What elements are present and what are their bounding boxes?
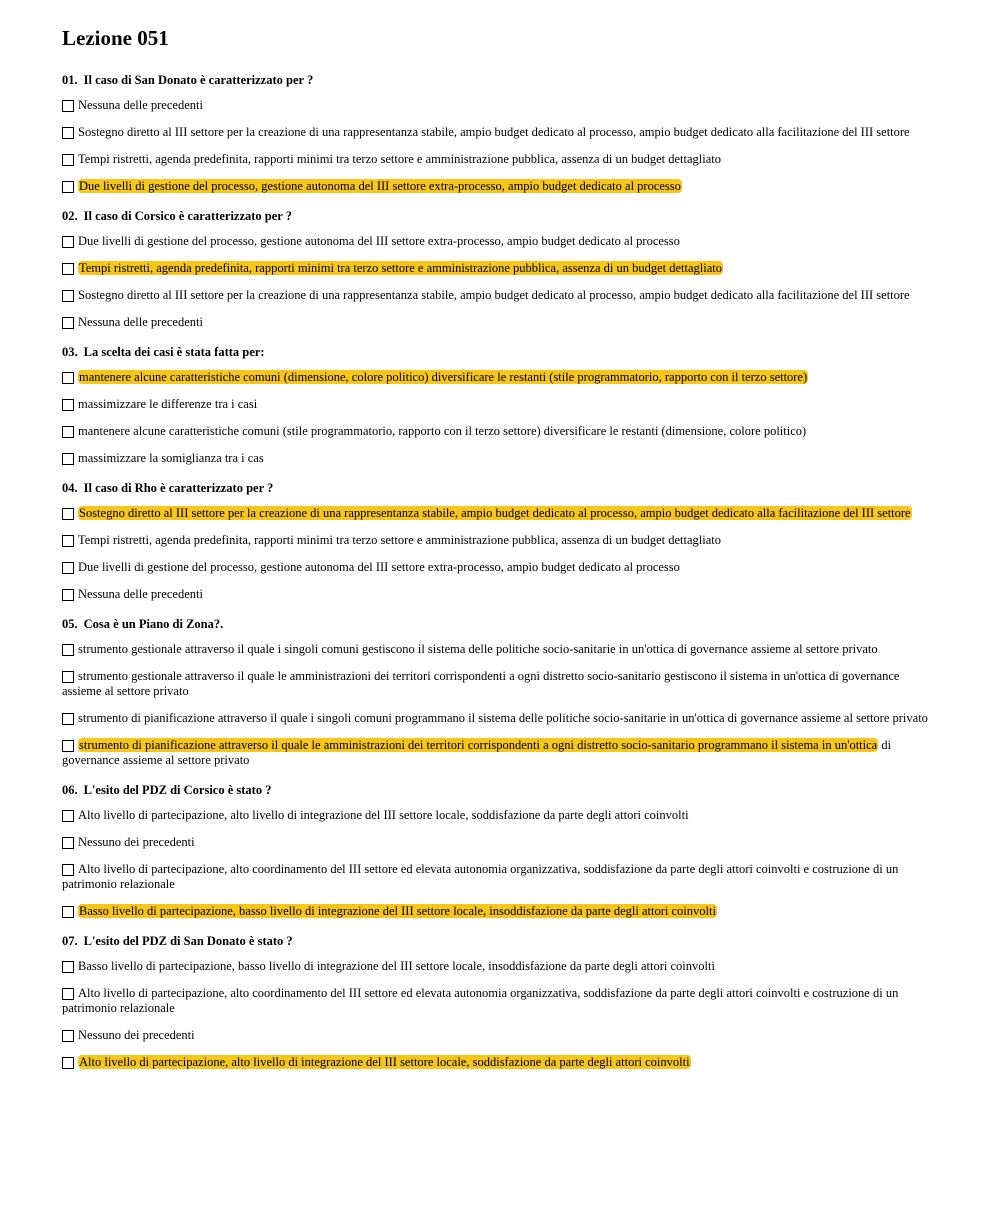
checkbox[interactable] — [62, 181, 74, 193]
answer-option[interactable] — [62, 424, 942, 439]
answer-option[interactable] — [62, 315, 942, 330]
checkbox[interactable] — [62, 713, 74, 725]
question-title — [62, 616, 1000, 632]
checkbox[interactable] — [62, 589, 74, 601]
question-text: L'esito del PDZ di Corsico è stato ? — [83, 783, 272, 797]
answer-option[interactable] — [62, 669, 942, 699]
answer-text: Sostegno diretto al III settore per la creazione di una rappresentanza stabile, ampio budget dedicato al processo, ampio budget dedicato alla facilitazione del III settore — [78, 288, 910, 302]
page-title: Lezione 051 — [62, 26, 169, 50]
answer-option[interactable] — [62, 234, 942, 249]
checkbox[interactable] — [62, 562, 74, 574]
answer-option[interactable] — [62, 370, 942, 385]
answer-option[interactable] — [62, 152, 942, 167]
answer-option[interactable] — [62, 1055, 942, 1070]
question-3 — [62, 344, 1000, 466]
checkbox[interactable] — [62, 127, 74, 139]
checkbox[interactable] — [62, 290, 74, 302]
question-title — [62, 208, 1000, 224]
question-2 — [62, 208, 1000, 330]
checkbox[interactable] — [62, 961, 74, 973]
checkbox[interactable] — [62, 864, 74, 876]
answer-option[interactable] — [62, 506, 942, 521]
checkbox[interactable] — [62, 372, 74, 384]
answer-text-highlighted: mantenere alcune caratteristiche comuni (dimensione, colore politico) diversificare le restanti (stile programmatorio, rapporto con il terzo settore) — [79, 370, 808, 384]
checkbox[interactable] — [62, 740, 74, 752]
answer-text: Nessuna delle precedenti — [78, 315, 203, 329]
checkbox[interactable] — [62, 837, 74, 849]
checkbox[interactable] — [62, 644, 74, 656]
question-1 — [62, 72, 1000, 194]
answer-text-highlighted: Tempi ristretti, agenda predefinita, rapporti minimi tra terzo settore e amministrazione pubblica, assenza di un budget dettagliato — [79, 261, 723, 275]
answer-option[interactable] — [62, 179, 942, 194]
answer-option[interactable] — [62, 587, 942, 602]
answer-text: Due livelli di gestione del processo, gestione autonoma del III settore extra-processo, ampio budget dedicato al processo — [78, 234, 680, 248]
answer-text-highlighted: Alto livello di partecipazione, alto livello di integrazione del III settore locale, soddisfazione da parte degli attori coinvolti — [79, 1055, 690, 1069]
question-4 — [62, 480, 1000, 602]
answer-option[interactable] — [62, 711, 942, 726]
answer-option[interactable] — [62, 397, 942, 412]
answer-text: Tempi ristretti, agenda predefinita, rapporti minimi tra terzo settore e amministrazione pubblica, assenza di un budget dettagliato — [78, 152, 722, 166]
answer-option[interactable] — [62, 808, 942, 823]
answer-text-highlighted: Due livelli di gestione del processo, gestione autonoma del III settore extra-processo, ampio budget dedicato al processo — [79, 179, 681, 193]
answer-text: massimizzare la somiglianza tra i cas — [78, 451, 264, 465]
question-list — [62, 72, 1000, 1070]
question-6 — [62, 782, 1000, 919]
checkbox[interactable] — [62, 1057, 74, 1069]
question-number: 01. — [62, 73, 78, 87]
answer-option[interactable] — [62, 835, 942, 850]
answer-option[interactable] — [62, 98, 942, 113]
answer-text-highlighted: Basso livello di partecipazione, basso livello di integrazione del III settore locale, insoddisfazione da parte degli attori coinvolti — [79, 904, 716, 918]
checkbox[interactable] — [62, 317, 74, 329]
answer-text: strumento gestionale attraverso il quale i singoli comuni gestiscono il sistema delle politiche socio-sanitarie in un'ottica di governance assieme al settore privato — [78, 642, 878, 656]
answer-text: Alto livello di partecipazione, alto coordinamento del III settore ed elevata autonomia organizzativa, soddisfazione da parte degli attori coinvolti e costruzione di un patrimonio relazionale — [62, 986, 899, 1015]
answer-text: Alto livello di partecipazione, alto coordinamento del III settore ed elevata autonomia organizzativa, soddisfazione da parte degli attori coinvolti e costruzione di un patrimonio relazionale — [62, 862, 899, 891]
answer-text: Nessuna delle precedenti — [78, 587, 203, 601]
question-7 — [62, 933, 1000, 1070]
checkbox[interactable] — [62, 988, 74, 1000]
answer-text-tail: di governance assieme al settore privato — [62, 738, 892, 767]
answer-text: Nessuno dei precedenti — [78, 835, 195, 849]
checkbox[interactable] — [62, 100, 74, 112]
checkbox[interactable] — [62, 1030, 74, 1042]
checkbox[interactable] — [62, 906, 74, 918]
answer-option[interactable] — [62, 904, 942, 919]
question-number: 05. — [62, 617, 78, 631]
answer-option[interactable] — [62, 1028, 942, 1043]
checkbox[interactable] — [62, 671, 74, 683]
question-text: L'esito del PDZ di San Donato è stato ? — [83, 934, 293, 948]
answer-option[interactable] — [62, 642, 942, 657]
question-number: 02. — [62, 209, 78, 223]
question-number: 03. — [62, 345, 78, 359]
checkbox[interactable] — [62, 508, 74, 520]
question-text: La scelta dei casi è stata fatta per: — [83, 345, 265, 359]
answer-text: Due livelli di gestione del processo, gestione autonoma del III settore extra-processo, ampio budget dedicato al processo — [78, 560, 680, 574]
checkbox[interactable] — [62, 236, 74, 248]
answer-text: Alto livello di partecipazione, alto livello di integrazione del III settore locale, soddisfazione da parte degli attori coinvolti — [78, 808, 689, 822]
answer-option[interactable] — [62, 986, 942, 1016]
answer-option[interactable] — [62, 288, 942, 303]
answer-text: mantenere alcune caratteristiche comuni (stile programmatorio, rapporto con il terzo settore) diversificare le restanti (dimensione, colore politico) — [78, 424, 807, 438]
question-text: Il caso di San Donato è caratterizzato per ? — [83, 73, 314, 87]
checkbox[interactable] — [62, 399, 74, 411]
answer-text: Nessuno dei precedenti — [78, 1028, 195, 1042]
question-text: Il caso di Corsico è caratterizzato per ? — [83, 209, 293, 223]
question-text: Cosa è un Piano di Zona?. — [83, 617, 224, 631]
answer-text: massimizzare le differenze tra i casi — [78, 397, 258, 411]
answer-option[interactable] — [62, 959, 942, 974]
checkbox[interactable] — [62, 154, 74, 166]
checkbox[interactable] — [62, 810, 74, 822]
checkbox[interactable] — [62, 453, 74, 465]
answer-text: Tempi ristretti, agenda predefinita, rapporti minimi tra terzo settore e amministrazione pubblica, assenza di un budget dettagliato — [78, 533, 722, 547]
question-title — [62, 480, 1000, 496]
answer-text: Sostegno diretto al III settore per la creazione di una rappresentanza stabile, ampio budget dedicato al processo, ampio budget dedicato alla facilitazione del III settore — [78, 125, 910, 139]
question-5 — [62, 616, 1000, 768]
answer-text-highlighted: Sostegno diretto al III settore per la creazione di una rappresentanza stabile, ampio budget dedicato al processo, ampio budget dedicato alla facilitazione del III settore — [79, 506, 911, 520]
answer-option[interactable] — [62, 125, 942, 140]
question-number: 07. — [62, 934, 78, 948]
answer-option[interactable] — [62, 533, 942, 548]
checkbox[interactable] — [62, 426, 74, 438]
answer-text-highlighted: strumento di pianificazione attraverso il quale le amministrazioni dei territori corrispondenti a ogni distretto socio-sanitario programmano il sistema in un'ottica — [79, 738, 878, 752]
answer-option[interactable] — [62, 261, 942, 276]
question-title — [62, 344, 1000, 360]
answer-option[interactable] — [62, 862, 942, 892]
checkbox[interactable] — [62, 535, 74, 547]
answer-option[interactable] — [62, 560, 942, 575]
question-title — [62, 933, 1000, 949]
question-number: 06. — [62, 783, 78, 797]
answer-option[interactable] — [62, 738, 942, 768]
checkbox[interactable] — [62, 263, 74, 275]
answer-option[interactable] — [62, 451, 942, 466]
question-number: 04. — [62, 481, 78, 495]
answer-text: Nessuna delle precedenti — [78, 98, 203, 112]
answer-text: Basso livello di partecipazione, basso livello di integrazione del III settore locale, insoddisfazione da parte degli attori coinvolti — [78, 959, 715, 973]
answer-text: strumento gestionale attraverso il quale le amministrazioni dei territori corrispondenti a ogni distretto socio-sanitario gestiscono il sistema in un'ottica di governance assieme al settore privato — [62, 669, 900, 698]
question-title — [62, 72, 1000, 88]
question-text: Il caso di Rho è caratterizzato per ? — [83, 481, 274, 495]
answer-text: strumento di pianificazione attraverso il quale i singoli comuni programmano il sistema delle politiche socio-sanitarie in un'ottica di governance assieme al settore privato — [78, 711, 928, 725]
question-title — [62, 782, 1000, 798]
